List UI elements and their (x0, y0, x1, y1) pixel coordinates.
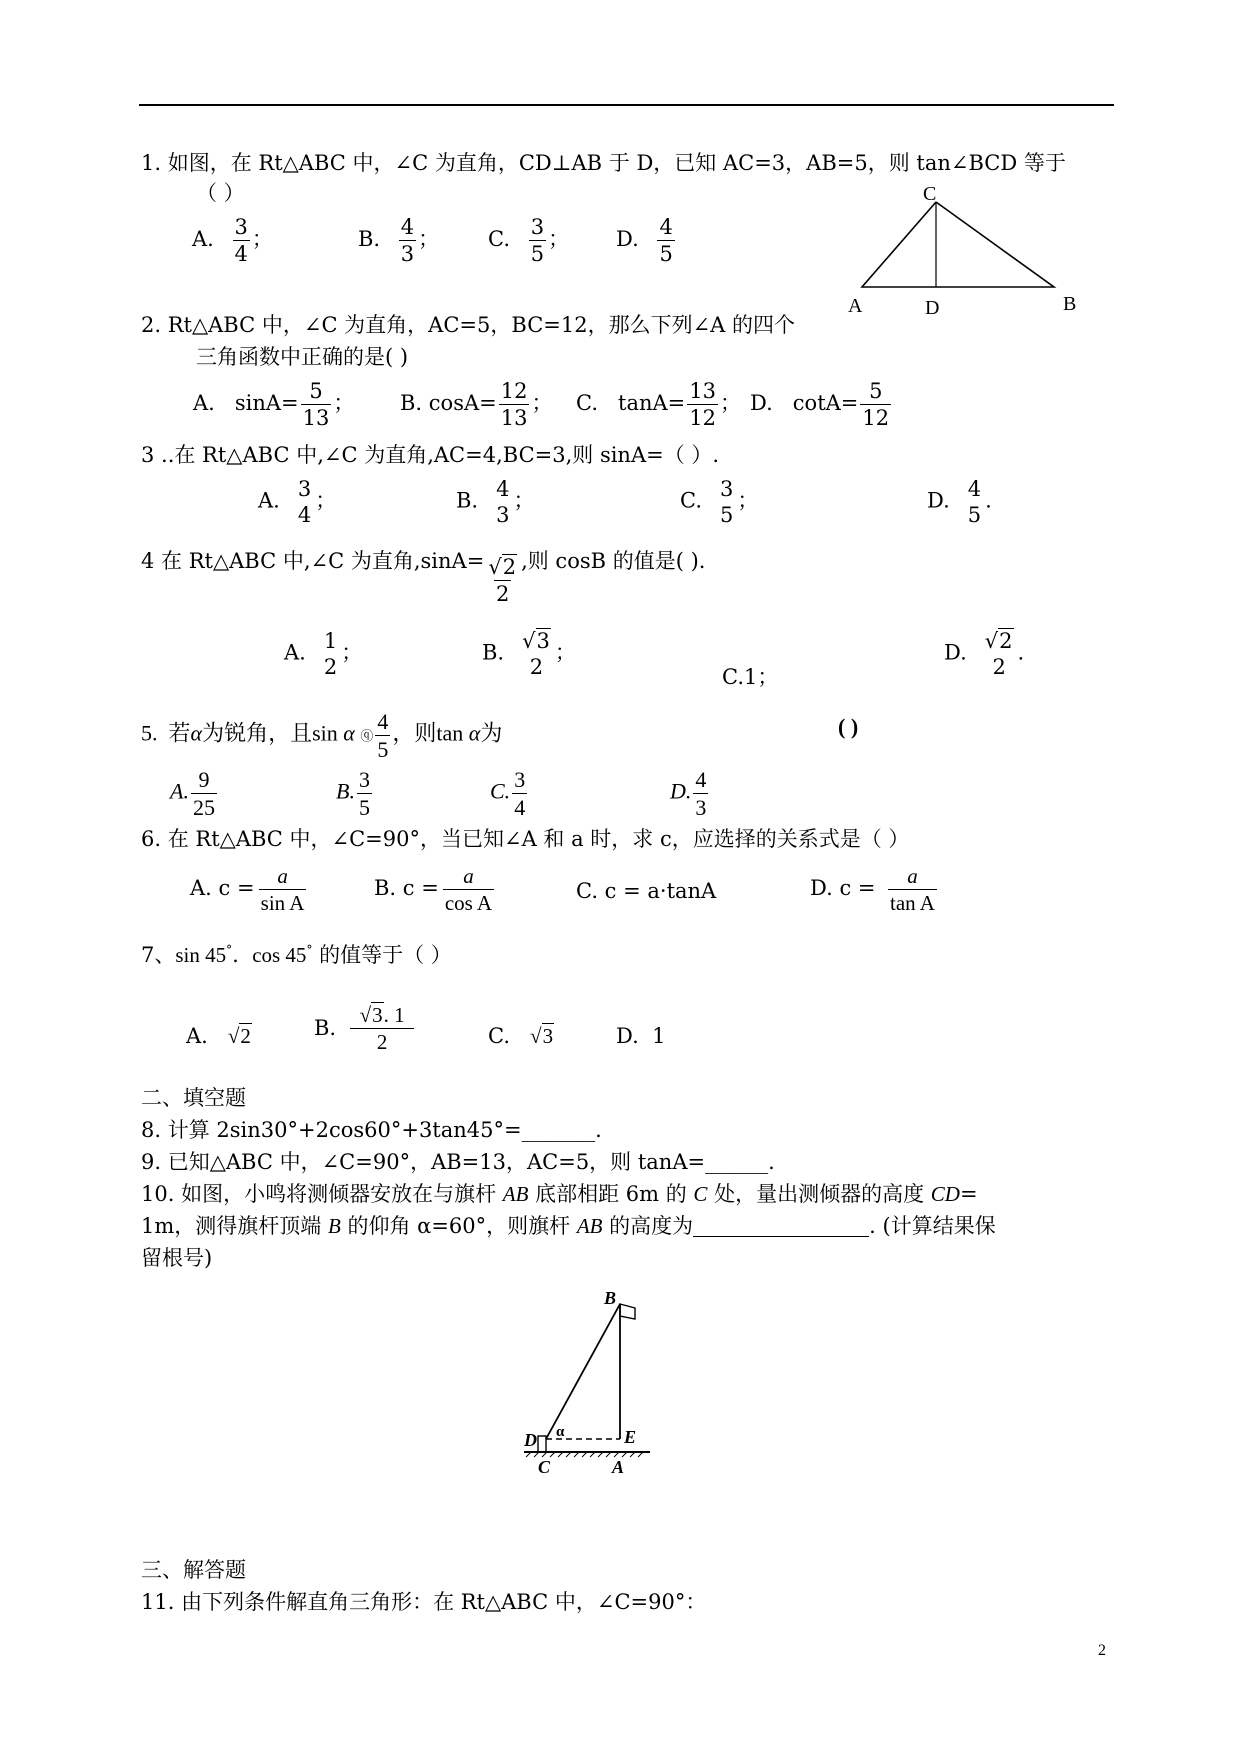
q2-option-a-num: 5 (309, 379, 323, 403)
q7-option-a: A. √2 (186, 1024, 251, 1048)
q1-option-b-tail: ； (418, 227, 440, 252)
sightline-db (546, 1304, 620, 1439)
q6-option-a-den: sin A (260, 891, 305, 916)
q1-option-a-tail: ； (251, 227, 273, 252)
q6-option-d (810, 865, 943, 914)
q10-c: C (693, 1182, 708, 1206)
q3-option-c (680, 478, 758, 526)
q5-option-b-den: 5 (358, 795, 370, 821)
q1-triangle-figure (840, 180, 1100, 320)
q2-option-d-label: D. (750, 391, 773, 416)
q4-option-c-label: C. (722, 665, 744, 689)
q5-option-d-den: 3 (695, 795, 707, 821)
q5-comma: ，则 (392, 720, 437, 746)
q5-alpha-2: α (343, 720, 355, 746)
q4-stem-post: ,则 cosB 的值是( ). (521, 549, 706, 573)
q7-option-b: B. $\frac{√3. 1}{2}$ (314, 1004, 416, 1053)
q2-option-a-tail: ； (333, 391, 355, 416)
q5-option-a-label: A. (170, 778, 189, 804)
q4-option-b-tail: ； (554, 640, 576, 665)
q10-line2-c: 的高度为 (602, 1214, 694, 1238)
fig-label-a: A (612, 1457, 625, 1476)
q8-text: 8. 计算 2sin30°+2cos60°+3tan45°=_______. (141, 1118, 602, 1142)
q10-line2 (141, 1216, 996, 1237)
q10-answer-blank[interactable] (693, 1218, 869, 1237)
q6-option-a (190, 865, 309, 914)
q3-option-c-den: 5 (720, 503, 734, 528)
q4-sqrt-radicand: 2 (502, 555, 517, 579)
q3-option-a-den: 4 (297, 503, 312, 528)
q6-option-b-num: a (463, 864, 474, 888)
q5-option-b-label: B. (336, 778, 355, 804)
q2-option-b (400, 380, 552, 429)
q3-option-d-num: 4 (967, 477, 982, 501)
q1-stem-line1: 1. 如图，在 Rt△ABC 中，∠C 为直角，CD⊥AB 于 D，已知 AC=3，AB=5，则 tan∠BCD 等于 (141, 151, 1066, 175)
label-d: D (925, 297, 940, 319)
q5-option-b-num: 3 (358, 767, 370, 792)
q2-option-c-num: 13 (689, 379, 717, 403)
q2-option-a-label: A. (193, 391, 215, 416)
q10-b: B (327, 1214, 341, 1238)
q7-option-b-rest: . 1 (383, 1003, 405, 1027)
q7-option-c-radicand: 3 (542, 1024, 554, 1048)
q5-alpha-3: α (468, 720, 481, 746)
q6-option-d-label: D. c = (810, 876, 876, 901)
q3-option-b-tail: ； (513, 488, 535, 513)
q10-line1-b: 底部相距 6m 的 (528, 1182, 694, 1206)
q4-stem: 4 在 Rt△ABC 中,∠C 为直角,sinA= $\frac{√2}{2}$ ,则 cosB 的值是( ). (141, 549, 706, 607)
q2-option-b-tail: ； (531, 391, 553, 416)
q5-post: 为 (480, 720, 503, 746)
q7-option-d (616, 1026, 666, 1047)
q1-option-c-den: 5 (530, 242, 545, 267)
q10-ab: AB (502, 1182, 529, 1206)
section-2-heading: 二、填空题 (141, 1086, 246, 1110)
q10-line2-d: . (计算结果保 (869, 1214, 996, 1238)
label-b: B (1063, 293, 1077, 315)
q4-frac-den: 2 (496, 582, 510, 607)
q4-option-d-label: D. (944, 640, 967, 665)
q6-stem: 6. 在 Rt△ABC 中，∠C=90°，当已知∠A 和 a 时，求 c，应选择的关系式是（ ） (141, 827, 910, 851)
q7-degree-1: ° (226, 943, 233, 957)
q7-option-b-radicand: 3 (372, 1003, 383, 1027)
section-3-heading: 三、解答题 (141, 1558, 246, 1582)
page-number: 2 (1098, 1642, 1106, 1659)
q4-option-a-num: 1 (323, 629, 338, 653)
fig-label-e: E (624, 1427, 637, 1447)
q4-option-d: D. √2 2 . (944, 629, 1025, 680)
q2-option-a (193, 380, 354, 429)
q5-option-c-label: C. (490, 778, 511, 804)
q5-option-a (170, 768, 219, 819)
q2-option-b-den: 13 (500, 406, 528, 431)
q5-option-c (490, 768, 529, 819)
q6-option-b (374, 865, 496, 914)
q2-stem-line2: 三角函数中正确的是( ) (196, 345, 409, 369)
q10-flagpole-figure (516, 1286, 666, 1476)
q1-option-b (358, 216, 439, 265)
q6-option-b-den: cos A (444, 891, 493, 916)
q7-pre: 7、 (141, 943, 176, 967)
q1-option-d (616, 216, 677, 265)
q4-option-d-radicand: 2 (999, 629, 1013, 653)
q4-option-b-den: 2 (529, 655, 544, 680)
q3-option-c-tail: ； (737, 488, 759, 513)
q5-alpha: α (190, 720, 203, 746)
q5-frac-num: 4 (377, 709, 389, 734)
q7-option-a-label: A. (186, 1024, 208, 1048)
q5-option-a-num: 9 (198, 767, 210, 792)
q5-option-d-num: 4 (695, 767, 707, 792)
q2-option-c (576, 380, 741, 429)
q10-cd: CD (930, 1182, 960, 1206)
label-a: A (848, 295, 863, 317)
q2-option-b-num: 12 (500, 379, 528, 403)
q7-sin45: sin 45 (175, 943, 227, 967)
q7-option-c: C. √3 (488, 1024, 554, 1048)
q1-option-b-num: 4 (400, 215, 415, 239)
q5-pre: 若 (168, 720, 191, 746)
q2-stem-line1: 2. Rt△ABC 中，∠C 为直角，AC=5，BC=12，那么下列∠A 的四个 (141, 313, 796, 337)
q1-option-d-num: 4 (659, 215, 673, 239)
q3-option-d (927, 478, 992, 526)
q4-stem-pre: 4 在 Rt△ABC 中,∠C 为直角,sinA= (141, 549, 485, 573)
q2-option-a-fn: sinA= (234, 391, 299, 416)
q7-option-b-den: 2 (350, 1028, 414, 1053)
q7-degree-2: ° (306, 943, 313, 957)
q10-line1-a: 10. 如图，小鸣将测倾器安放在与旗杆 (141, 1182, 503, 1206)
q3-option-a-tail: ； (315, 488, 337, 513)
q2-option-b-fn: cosA= (428, 391, 497, 416)
q2-option-c-label: C. (576, 391, 598, 416)
q10-ab-2: AB (576, 1214, 603, 1238)
q5-equals-glyph: ⓠ (360, 728, 374, 744)
q5-option-a-den: 25 (192, 795, 215, 821)
q1-option-c-label: C. (488, 227, 510, 252)
q4-option-b-label: B. (482, 640, 505, 665)
q1-option-a-den: 4 (234, 242, 248, 267)
q5-frac-den: 5 (377, 737, 389, 763)
q3-option-d-den: 5 (967, 503, 982, 528)
q3-stem: 3 ..在 Rt△ABC 中,∠C 为直角,AC=4,BC=3,则 sinA=（ ）. (141, 443, 720, 467)
q1-option-d-den: 5 (659, 242, 673, 267)
q1-option-a (192, 216, 273, 265)
q6-option-d-den: tan A (890, 891, 935, 916)
q7-post: 的值等于（ ） (319, 943, 452, 967)
q5-tan: tan (436, 720, 464, 746)
q6-option-b-label: B. c = (374, 876, 439, 901)
q1-option-b-label: B. (358, 227, 381, 252)
q3-option-b-label: B. (456, 488, 479, 513)
q6-option-c: C. c = a·tanA (576, 879, 717, 903)
q3-option-a-label: A. (258, 488, 280, 513)
q5-stem (141, 710, 502, 761)
label-c: C (923, 183, 937, 205)
q2-option-d-den: 12 (862, 406, 890, 431)
q1-option-b-den: 3 (400, 242, 415, 267)
q5-option-c-den: 4 (514, 795, 526, 821)
q10-line1-d: = (959, 1182, 978, 1206)
q7-option-a-radicand: 2 (240, 1024, 251, 1048)
q9-text: 9. 已知△ABC 中，∠C=90°，AB=13，AC=5，则 tanA=______. (141, 1150, 775, 1174)
q5-option-b (336, 768, 374, 819)
q1-option-a-num: 3 (234, 215, 248, 239)
q4-option-b: B. √3 2 ； (482, 629, 576, 680)
q10-line1 (141, 1184, 978, 1205)
q2-option-a-den: 13 (302, 406, 330, 431)
q5-option-c-num: 3 (514, 767, 526, 792)
q5-answer-paren: ( ) (838, 714, 859, 739)
fig-label-c: C (538, 1457, 551, 1476)
q4-option-a-label: A. (284, 640, 306, 665)
q7-option-d-text: 1 (652, 1024, 666, 1048)
q10-line1-c: 处，量出测倾器的高度 (707, 1182, 931, 1206)
fig-label-b: B (604, 1288, 617, 1308)
q1-option-c-tail: ； (548, 227, 570, 252)
q1-option-c (488, 216, 569, 265)
q4-option-a-tail: ； (341, 640, 363, 665)
flag-icon (620, 1304, 635, 1319)
q6-option-d-num: a (907, 864, 918, 888)
q1-option-c-num: 3 (530, 215, 545, 239)
q3-option-a-num: 3 (297, 477, 312, 501)
q3-option-d-tail: . (985, 488, 992, 513)
q5-mid: 为锐角，且 (202, 720, 313, 746)
q3-option-b-num: 4 (496, 477, 510, 501)
fig-label-d: D (524, 1430, 537, 1450)
q4-option-a-den: 2 (323, 655, 338, 680)
q4-option-c-text: 1； (744, 665, 779, 689)
q11-text: 11. 由下列条件解直角三角形：在 Rt△ABC 中，∠C=90°： (141, 1590, 707, 1614)
q4-option-d-den: 2 (992, 655, 1006, 680)
fig-label-alpha: α (556, 1424, 565, 1440)
q5-option-d (670, 768, 710, 819)
q1-stem-line2: （ ） (196, 181, 245, 205)
q6-option-a-num: a (277, 864, 288, 888)
q4-option-d-tail: . (1017, 640, 1025, 665)
q3-option-a (258, 478, 336, 526)
q7-option-c-label: C. (488, 1024, 510, 1048)
q4-option-c (722, 667, 778, 688)
q2-option-d-fn: cotA= (792, 391, 859, 416)
q7-option-b-label: B. (314, 1016, 337, 1041)
q5-sin: sin (312, 720, 338, 746)
q2-option-d (750, 380, 893, 429)
q2-option-c-tail: ； (720, 391, 742, 416)
q7-cos45: cos 45 (252, 943, 307, 967)
q2-option-b-label: B. (400, 391, 423, 416)
q3-option-c-num: 3 (720, 477, 734, 501)
q1-option-a-label: A. (192, 227, 214, 252)
q7-option-d-label: D. (616, 1024, 639, 1048)
q3-option-b (456, 478, 534, 526)
q6-option-a-label: A. c = (190, 876, 255, 901)
q7-stem (141, 944, 452, 966)
q2-option-d-num: 5 (869, 379, 883, 403)
q5-number: 5. (141, 720, 158, 746)
q1-option-d-label: D. (616, 227, 639, 252)
q7-dot: . (232, 943, 239, 967)
header-rule (139, 104, 1114, 106)
q10-line2-b: 的仰角 α=60°，则旗杆 (340, 1214, 577, 1238)
q2-option-c-den: 12 (689, 406, 717, 431)
q4-option-b-radicand: 3 (536, 629, 550, 653)
q3-option-c-label: C. (680, 488, 702, 513)
q3-option-b-den: 3 (496, 503, 510, 528)
q2-option-c-fn: tanA= (618, 391, 686, 416)
q3-option-d-label: D. (927, 488, 950, 513)
q5-option-d-label: D. (670, 778, 692, 804)
inclinometer-cd (538, 1436, 546, 1452)
triangle-abc (862, 202, 1054, 287)
q10-line3: 留根号) (141, 1246, 213, 1270)
q10-line2-a: 1m，测得旗杆顶端 (141, 1214, 328, 1238)
q4-option-a (284, 630, 362, 678)
